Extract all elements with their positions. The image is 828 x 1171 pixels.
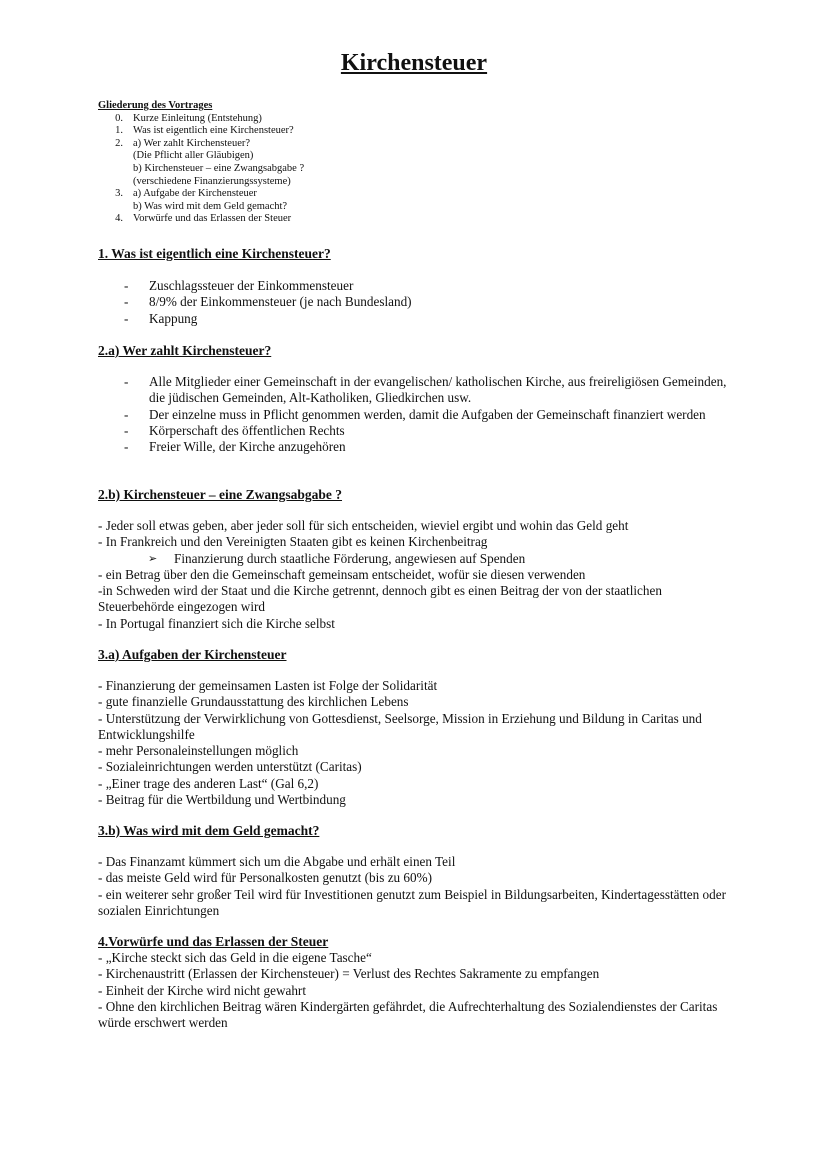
outline-item: 2. a) Wer zahlt Kirchensteuer? (115, 137, 251, 149)
list-item: - Freier Wille, der Kirche anzugehören (124, 439, 346, 455)
outline-item: 1. Was ist eigentlich eine Kirchensteuer? (115, 125, 294, 137)
list-item: - Kappung (124, 310, 198, 326)
outline-item: (Die Pflicht aller Gläubigen) (133, 150, 254, 162)
paragraph: - das meiste Geld wird für Personalkosten genutzt (bis zu 60%) (98, 870, 433, 886)
list-item: - Der einzelne muss in Pflicht genommen werden, damit die Aufgaben der Gemeinschaft finanziert werden (124, 406, 706, 422)
outline-item: 0. Kurze Einleitung (Entstehung) (115, 112, 262, 124)
paragraph: - In Frankreich und den Vereinigten Staaten gibt es keinen Kirchenbeitrag (98, 534, 488, 550)
paragraph: - Das Finanzamt kümmert sich um die Abgabe und erhält einen Teil (98, 854, 456, 869)
section-3b-body (98, 854, 738, 919)
section-1-heading: 1. Was ist eigentlich eine Kirchensteuer? (98, 246, 331, 261)
paragraph: - In Portugal finanziert sich die Kirche selbst (98, 615, 335, 631)
list-item: - 8/9% der Einkommensteuer (je nach Bundesland) (124, 294, 412, 310)
section-3a-heading: 3.a) Aufgaben der Kirchensteuer (98, 647, 287, 662)
section-2a-list (98, 374, 738, 455)
section-3b-heading: 3.b) Was wird mit dem Geld gemacht? (98, 823, 320, 838)
section-3a-body (98, 678, 738, 808)
section-2b-heading: 2.b) Kirchensteuer – eine Zwangsabgabe ? (98, 487, 343, 502)
outline-item: 4. Vorwürfe und das Erlassen der Steuer (115, 213, 292, 225)
arrow-bullet-icon: ➢ (148, 552, 158, 565)
outline-item: (verschiedene Finanzierungssysteme) (133, 175, 291, 187)
paragraph: - Beitrag für die Wertbildung und Wertbindung (98, 792, 346, 808)
outline-heading: Gliederung des Vortrages (98, 100, 213, 111)
paragraph: - Finanzierung der gemeinsamen Lasten ist Folge der Solidarität (98, 678, 438, 693)
paragraph: - „Kirche steckt sich das Geld in die eigene Tasche“ (98, 950, 372, 965)
paragraph: - ein weiterer sehr großer Teil wird für Investitionen genutzt zum Beispiel in Bildungsarbeiten, Kindertagesstätten oder sozialen Einrichtungen (98, 886, 726, 918)
outline-item: 3. a) Aufgabe der Kirchensteuer (115, 188, 257, 200)
document-title: Kirchensteuer (340, 50, 488, 76)
section-4-body (98, 950, 738, 1031)
outline-item: b) Kirchensteuer – eine Zwangsabgabe ? (133, 162, 305, 174)
paragraph: - Unterstützung der Verwirklichung von Gottesdienst, Seelsorge, Mission in Erziehung und Bildung in Caritas und Entwicklungshilfe (98, 710, 702, 742)
paragraph: -in Schweden wird der Staat und die Kirche getrennt, dennoch gibt es einen Beitrag der von der staatlichen Steuerbehörde eingezogen wird (98, 583, 662, 615)
list-item: - Zuschlagssteuer der Einkommensteuer (124, 278, 354, 293)
paragraph: - ein Betrag über den die Gemeinschaft gemeinsam entscheidet, wofür sie diesen verwenden (98, 566, 586, 582)
list-item: - Körperschaft des öffentlichen Rechts (124, 422, 345, 438)
arrow-item: ➢ Finanzierung durch staatliche Förderung, angewiesen auf Spenden (148, 550, 526, 566)
paragraph: - Kirchenaustritt (Erlassen der Kirchensteuer) = Verlust des Rechtes Sakramente zu empfangen (98, 966, 600, 982)
paragraph: - „Einer trage des anderen Last“ (Gal 6,2) (98, 775, 319, 791)
section-4-heading: 4.Vorwürfe und das Erlassen der Steuer (98, 934, 329, 949)
paragraph: - Jeder soll etwas geben, aber jeder soll für sich entscheiden, wieviel ergibt und wohin das Geld geht (98, 518, 629, 533)
outline-item: b) Was wird mit dem Geld gemacht? (133, 200, 288, 212)
paragraph: - mehr Personaleinstellungen möglich (98, 743, 299, 759)
section-1-list (98, 278, 738, 327)
section-2a-heading: 2.a) Wer zahlt Kirchensteuer? (98, 343, 272, 358)
paragraph: - Ohne den kirchlichen Beitrag wären Kindergärten gefährdet, die Aufrechterhaltung des Sozialendienstes der Caritas würde erschwert werden (98, 998, 718, 1031)
section-2b-body (98, 518, 738, 632)
paragraph: - Sozialeinrichtungen werden unterstützt (Caritas) (98, 759, 362, 775)
list-item: - Alle Mitglieder einer Gemeinschaft in der evangelischen/ katholischen Kirche, aus freireligiösen Gemeinden, die jüdischen Gemeinden, Alt-Katholiken, Gliedkirchen usw. (124, 374, 727, 406)
paragraph: - Einheit der Kirche wird nicht gewahrt (98, 982, 306, 998)
outline (98, 100, 304, 226)
paragraph: - gute finanzielle Grundausstattung des kirchlichen Lebens (98, 694, 409, 710)
